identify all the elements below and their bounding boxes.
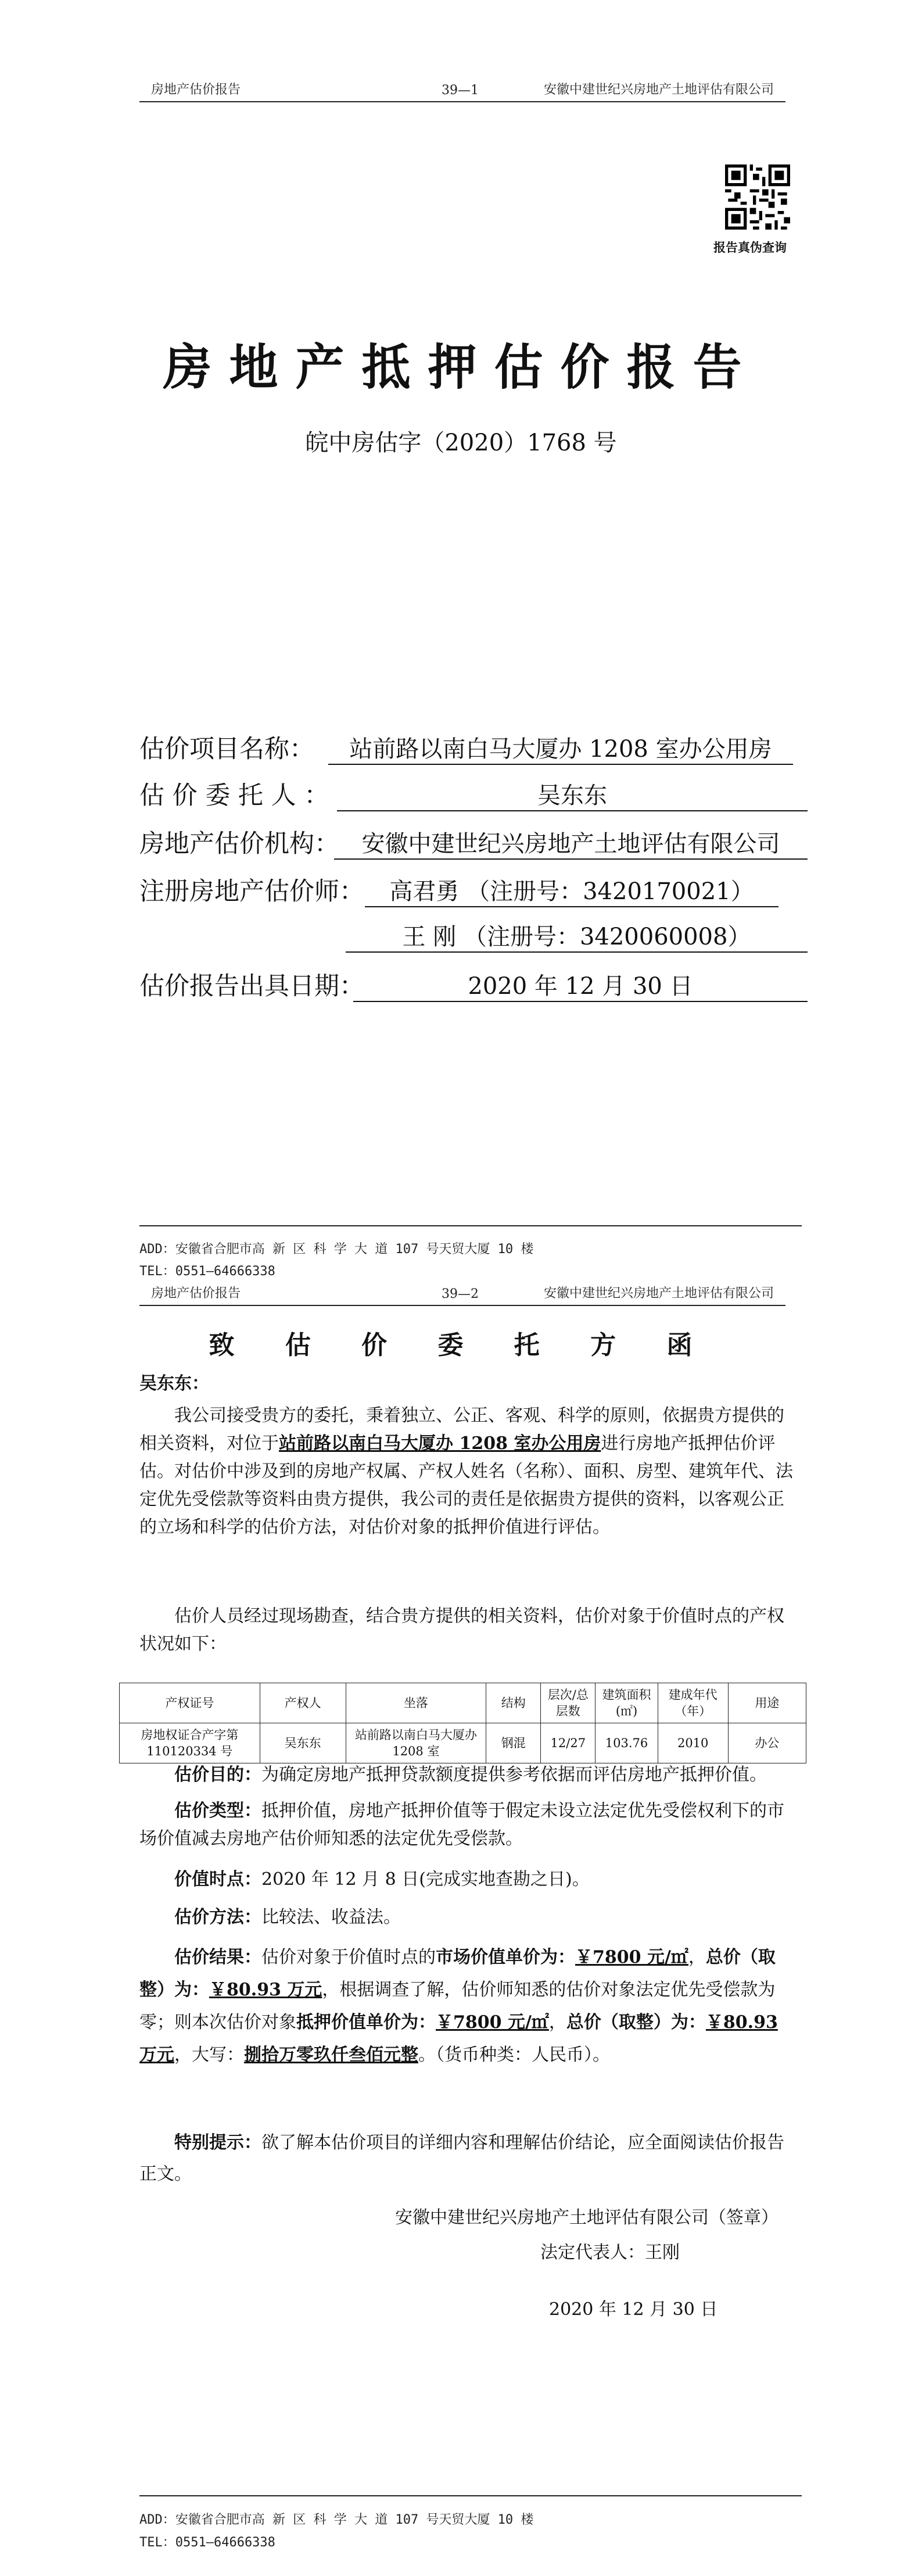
result-market-total-value: ￥80.93 万元 bbox=[209, 1980, 322, 2000]
page1-footer-address: ADD：安徽省合肥市高 新 区 科 学 大 道 107 号天贸大厦 10 楼 bbox=[139, 1242, 534, 1257]
page1-footer-rule bbox=[139, 1225, 802, 1226]
result-mortgage-total-value: ￥80.93 万元 bbox=[139, 2012, 778, 2065]
td-floor: 12/27 bbox=[541, 1723, 595, 1763]
field-agency-label: 房地产估价机构： bbox=[139, 829, 339, 858]
page1-header bbox=[139, 81, 785, 102]
field-appraiser1-value: 高君勇 （注册号：3420170021） bbox=[365, 873, 779, 907]
result-text: ，根据调查了解，估价师知悉的估价对象法定优先受偿款为零；则本次估价对象 bbox=[139, 1980, 776, 2033]
property-table bbox=[119, 1683, 806, 1763]
type-label: 估价类型： bbox=[174, 1801, 261, 1821]
date-paragraph bbox=[139, 1866, 796, 1894]
header-page-number: 39—2 bbox=[442, 1287, 479, 1301]
th-year: 建成年代（年） bbox=[658, 1683, 728, 1723]
th-structure: 结构 bbox=[486, 1683, 541, 1723]
td-year: 2010 bbox=[658, 1723, 728, 1763]
method-paragraph bbox=[139, 1904, 796, 1931]
header-left: 房地产估价报告 bbox=[151, 83, 241, 97]
th-floor: 层次/总层数 bbox=[541, 1683, 595, 1723]
field-project-label: 估价项目名称： bbox=[139, 735, 314, 764]
date-text: 2020 年 12 月 8 日(完成实地查勘之日)。 bbox=[261, 1869, 590, 1890]
sign-date: 2020 年 12 月 30 日 bbox=[549, 2299, 718, 2320]
intro-text-c: 进行房地产抵押估价评估。对估价中涉及到的房地产权属、产权人姓名（名称）、面积、房型、建筑年代、法定优先受偿款等资料由贵方提供，我公司的责任是依据贵方提供的资料，以客观公正的立场和科学的估价方法，对估价对象的抵押价值进行评估。 bbox=[139, 1433, 793, 1537]
field-project-value: 站前路以南白马大厦办 1208 室办公用房 bbox=[328, 731, 793, 765]
td-cert: 房地权证合产字第 110120334 号 bbox=[120, 1723, 260, 1763]
page2-footer-address: ADD：安徽省合肥市高 新 区 科 学 大 道 107 号天贸大厦 10 楼 bbox=[139, 2513, 534, 2527]
result-sep: ， bbox=[688, 1947, 706, 1967]
type-text: 抵押价值，房地产抵押价值等于假定未设立法定优先受偿权利下的市场价值减去房地产估价师知悉的法定优先受偿款。 bbox=[139, 1801, 784, 1849]
letter-title: 致 估 价 委 托 方 函 bbox=[209, 1330, 713, 1360]
result-text: 估价对象于价值时点的 bbox=[261, 1947, 436, 1967]
header-right: 安徽中建世纪兴房地产土地评估有限公司 bbox=[543, 1286, 774, 1301]
field-appraiser2-value: 王 刚 （注册号：3420060008） bbox=[346, 918, 808, 953]
th-cert: 产权证号 bbox=[120, 1683, 260, 1723]
page2-header bbox=[139, 1282, 785, 1306]
salutation: 吴东东： bbox=[139, 1373, 209, 1394]
header-right: 安徽中建世纪兴房地产土地评估有限公司 bbox=[543, 83, 774, 97]
result-label: 估价结果： bbox=[174, 1947, 261, 1967]
table-header-row bbox=[120, 1683, 806, 1723]
th-usage: 用途 bbox=[728, 1683, 806, 1723]
intro-paragraph bbox=[139, 1402, 796, 1541]
result-amount-in-words: 捌拾万零玖仟叁佰元整 bbox=[244, 2045, 418, 2065]
result-mortgage-total-label: 总价（取整）为： bbox=[566, 2012, 706, 2033]
td-owner: 吴东东 bbox=[260, 1723, 346, 1763]
field-client-label: 估 价 委 托 人 ： bbox=[139, 781, 329, 810]
page1-footer-tel: TEL：0551—64666338 bbox=[139, 1264, 275, 1279]
sign-company: 安徽中建世纪兴房地产土地评估有限公司（签章） bbox=[395, 2208, 779, 2228]
qr-code[interactable] bbox=[725, 164, 790, 230]
special-paragraph bbox=[139, 2127, 796, 2190]
field-date-value: 2020 年 12 月 30 日 bbox=[353, 968, 808, 1002]
report-number: 皖中房估字（2020）1768 号 bbox=[305, 430, 617, 456]
intro-text-a: 我公司接受贵方的委托，秉着独立、公正、客观、科学的原则，依据贵方提供的相关资料，对位于 bbox=[139, 1405, 784, 1454]
th-location: 坐落 bbox=[346, 1683, 486, 1723]
field-client-value: 吴东东 bbox=[337, 777, 808, 811]
special-text: 欲了解本估价项目的详细内容和理解估价结论，应全面阅读估价报告正文。 bbox=[139, 2133, 784, 2184]
type-paragraph bbox=[139, 1797, 796, 1853]
method-label: 估价方法： bbox=[174, 1907, 261, 1927]
report-title: 房地产抵押估价报告 bbox=[163, 338, 759, 396]
table-row bbox=[120, 1723, 806, 1763]
result-market-unit-value: ￥7800 元/㎡ bbox=[575, 1947, 688, 1967]
special-label: 特别提示： bbox=[174, 2133, 261, 2153]
header-left: 房地产估价报告 bbox=[151, 1286, 241, 1301]
purpose-paragraph bbox=[139, 1761, 796, 1789]
field-agency-value: 安徽中建世纪兴房地产土地评估有限公司 bbox=[334, 825, 808, 860]
td-usage: 办公 bbox=[728, 1723, 806, 1763]
field-appraiser-label: 注册房地产估价师： bbox=[139, 877, 364, 906]
result-text: 。（货币种类：人民币）。 bbox=[418, 2045, 610, 2065]
sign-representative: 法定代表人：王刚 bbox=[540, 2242, 680, 2263]
header-page-number: 39—1 bbox=[442, 83, 479, 98]
result-paragraph bbox=[139, 1941, 796, 2071]
status-paragraph bbox=[139, 1602, 796, 1658]
th-area: 建筑面积(㎡) bbox=[595, 1683, 658, 1723]
date-label: 价值时点： bbox=[174, 1869, 261, 1890]
qr-caption: 报告真伪查询 bbox=[713, 240, 787, 255]
purpose-label: 估价目的： bbox=[174, 1765, 261, 1785]
result-sep: ， bbox=[548, 2012, 566, 2033]
th-owner: 产权人 bbox=[260, 1683, 346, 1723]
result-mortgage-unit-value: ￥7800 元/㎡ bbox=[436, 2012, 549, 2033]
result-market-unit-label: 市场价值单价为： bbox=[436, 1947, 575, 1967]
result-mortgage-unit-label: 抵押价值单价为： bbox=[296, 2012, 436, 2033]
result-text: ，大写： bbox=[174, 2045, 244, 2065]
status-text: 估价人员经过现场勘查，结合贵方提供的相关资料，估价对象于价值时点的产权状况如下： bbox=[139, 1606, 784, 1654]
field-date-label: 估价报告出具日期： bbox=[139, 972, 364, 1001]
td-area: 103.76 bbox=[595, 1723, 658, 1763]
page2-footer-rule bbox=[139, 2495, 802, 2496]
method-text: 比较法、收益法。 bbox=[261, 1907, 401, 1927]
page2-footer-tel: TEL：0551—64666338 bbox=[139, 2535, 275, 2550]
td-structure: 钢混 bbox=[486, 1723, 541, 1763]
td-location: 站前路以南白马大厦办 1208 室 bbox=[346, 1723, 486, 1763]
purpose-text: 为确定房地产抵押贷款额度提供参考依据而评估房地产抵押价值。 bbox=[261, 1765, 767, 1785]
intro-property-address: 站前路以南白马大厦办 1208 室办公用房 bbox=[279, 1433, 601, 1454]
result-market-total-label: 总价（取整）为： bbox=[139, 1947, 776, 2000]
